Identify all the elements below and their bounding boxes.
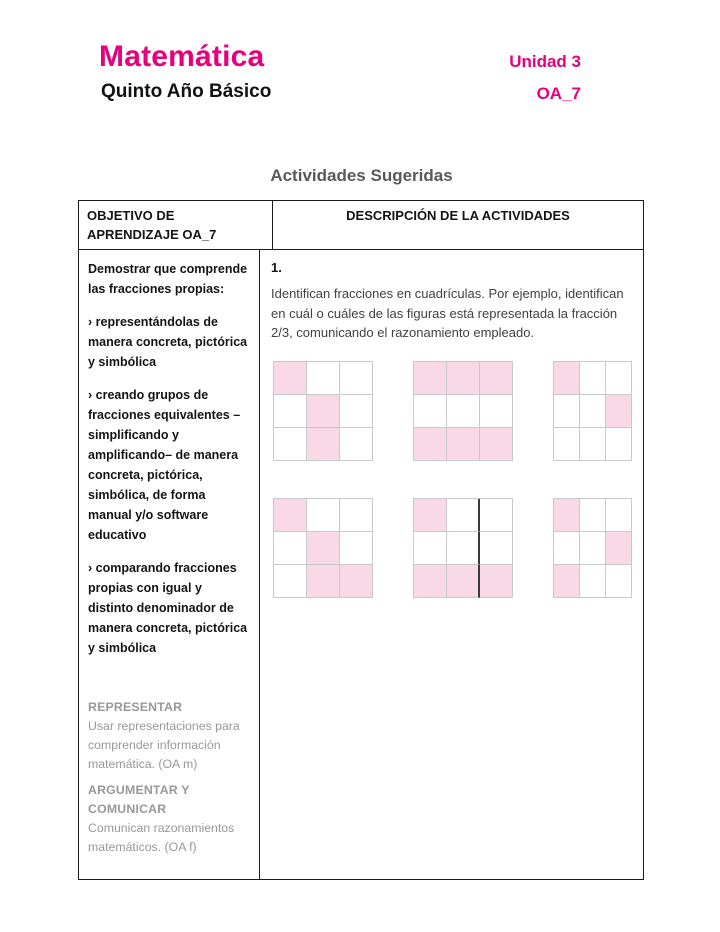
grid-cell [606, 428, 632, 461]
grid-cell [554, 395, 580, 428]
grid-cell [606, 565, 632, 598]
grid-cell [414, 532, 447, 565]
grid-cell [480, 532, 513, 565]
fraction-grid-3 [553, 361, 632, 461]
grid-cell [580, 499, 606, 532]
grid-cell [580, 532, 606, 565]
grid-cell [554, 362, 580, 395]
fraction-grid-5 [413, 498, 513, 598]
grid-cell [340, 428, 373, 461]
grid-cell [480, 565, 513, 598]
grid-cell [447, 565, 480, 598]
page-title: Matemática [99, 40, 265, 73]
grid-cell [307, 362, 340, 395]
grid-cell [307, 395, 340, 428]
grid-cell [480, 428, 513, 461]
grid-cell [414, 428, 447, 461]
grid-cell [307, 428, 340, 461]
skill-title-representar: REPRESENTAR [88, 700, 183, 714]
grid-cell [307, 532, 340, 565]
grid-cell [480, 395, 513, 428]
grid-cell [447, 395, 480, 428]
grid-cell [580, 395, 606, 428]
grid-cell [274, 362, 307, 395]
activity-cell [260, 250, 643, 879]
skills-block [88, 698, 250, 857]
grid-cell [340, 532, 373, 565]
skill-text-argumentar: Comunican razonamientos matemáticos. (OA f) [88, 821, 235, 854]
grid-cell [340, 362, 373, 395]
grid-cell [307, 499, 340, 532]
activities-table [78, 200, 644, 880]
grid-cell [554, 428, 580, 461]
grid-cell [580, 428, 606, 461]
objective-column-header: OBJETIVO DE APRENDIZAJE OA_7 [79, 201, 273, 249]
objective-bullet-3: › comparando fracciones propias con igual y distinto denominador de manera concreta, pictórica y simbólica [88, 561, 248, 655]
grid-cell [414, 362, 447, 395]
grid-cell [580, 565, 606, 598]
grid-cell [480, 362, 513, 395]
grid-cell [447, 362, 480, 395]
oa-label: OA_7 [536, 84, 581, 103]
grid-cell [340, 499, 373, 532]
fraction-grid-4 [273, 498, 373, 598]
unit-block [440, 52, 581, 104]
grid-cell [414, 565, 447, 598]
grid-cell [606, 395, 632, 428]
grid-cell [554, 499, 580, 532]
section-title: Actividades Sugeridas [270, 166, 453, 185]
activity-number: 1. [271, 260, 282, 275]
grid-cell [340, 565, 373, 598]
unit-label: Unidad 3 [509, 52, 581, 71]
activity-description: Identifican fracciones en cuadrículas. Por ejemplo, identifican en cuál o cuáles de las figuras está representada la fracción 2/3, comunicando el razonamiento empleado. [271, 286, 624, 340]
grid-cell [274, 499, 307, 532]
grid-cell [606, 499, 632, 532]
grids-row-1 [271, 361, 632, 461]
grid-cell [447, 499, 480, 532]
page-subtitle: Quinto Año Básico [101, 81, 272, 102]
grid-cell [274, 565, 307, 598]
table-header-row [79, 201, 643, 250]
table-body-row [79, 250, 643, 879]
grids-row-2 [271, 498, 632, 598]
grid-cell [274, 395, 307, 428]
fraction-grid-6 [553, 498, 632, 598]
objective-cell [79, 250, 260, 879]
fraction-grid-1 [273, 361, 373, 461]
grid-cell [274, 428, 307, 461]
objective-bullet-2: › creando grupos de fracciones equivalentes – simplificando y amplificando– de manera concreta, pictórica, simbólica, de forma manual y/o software educativo [88, 388, 241, 542]
grid-cell [340, 395, 373, 428]
grid-cell [606, 532, 632, 565]
description-column-header: DESCRIPCIÓN DE LA ACTIVIDADES [346, 208, 570, 223]
objective-intro: Demostrar que comprende las fracciones propias: [88, 262, 248, 296]
grid-cell [580, 362, 606, 395]
grid-cell [606, 362, 632, 395]
fraction-grid-2 [413, 361, 513, 461]
objective-bullet-1: › representándolas de manera concreta, pictórica y simbólica [88, 315, 248, 369]
grid-cell [480, 499, 513, 532]
grid-cell [447, 428, 480, 461]
skill-text-representar: Usar representaciones para comprender información matemática. (OA m) [88, 719, 240, 771]
grid-cell [274, 532, 307, 565]
grid-cell [414, 395, 447, 428]
grid-cell [447, 532, 480, 565]
skill-title-argumentar: ARGUMENTAR Y COMUNICAR [88, 783, 190, 816]
grid-cell [554, 532, 580, 565]
grid-cell [554, 565, 580, 598]
grid-cell [307, 565, 340, 598]
grid-cell [414, 499, 447, 532]
